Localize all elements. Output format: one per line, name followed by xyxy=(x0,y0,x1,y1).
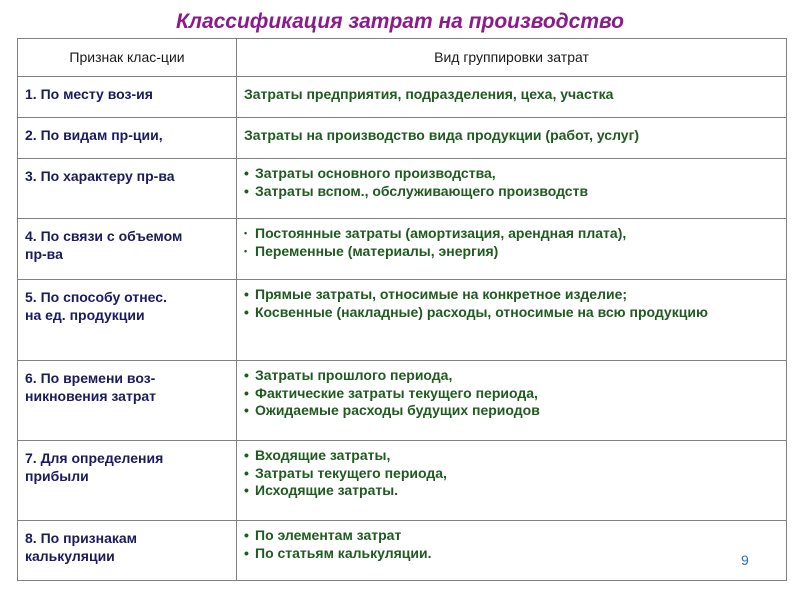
feature-label: 7. Для определения прибыли xyxy=(25,450,164,484)
list-item-text: Прямые затраты, относимые на конкретное изделие; xyxy=(255,286,628,302)
group-text: Затраты на производство вида продукции (работ, услуг) xyxy=(244,127,640,143)
list-item-text: По элементам затрат xyxy=(255,527,402,543)
list-item-text: Исходящие затраты. xyxy=(255,482,399,498)
list-item-text: Постоянные затраты (амортизация, арендная плата), xyxy=(255,225,627,241)
list-item-text: Входящие затраты, xyxy=(255,447,391,463)
slide-title: Классификация затрат на производство xyxy=(175,10,625,33)
list-item-text: Ожидаемые расходы будущих периодов xyxy=(255,402,540,418)
feature-label: 1. По месту воз-ия xyxy=(25,86,153,102)
table-row xyxy=(18,441,787,521)
bullet-icon: • xyxy=(244,482,249,498)
table-row xyxy=(18,521,787,581)
feature-label: 2. По видам пр-ции, xyxy=(25,127,163,143)
list-item xyxy=(244,165,782,183)
list-item-text: Затраты основного производства, xyxy=(255,165,496,181)
group-cell xyxy=(237,77,787,118)
header-group: Вид группировки затрат xyxy=(237,39,787,77)
list-item xyxy=(244,367,782,385)
list-item xyxy=(244,402,782,420)
table-row xyxy=(18,219,787,280)
feature-cell xyxy=(18,159,237,219)
feature-label: 6. По времени воз- никновения затрат xyxy=(25,370,157,404)
feature-cell xyxy=(18,521,237,581)
list-item xyxy=(244,465,782,483)
feature-cell xyxy=(18,280,237,361)
list-item xyxy=(244,545,782,563)
table-row xyxy=(18,159,787,219)
list-item xyxy=(244,304,782,322)
slide-number: 9 xyxy=(741,552,749,568)
group-cell xyxy=(237,441,787,521)
bullet-icon: • xyxy=(244,527,249,543)
classification-table xyxy=(17,38,787,581)
bullet-icon: • xyxy=(244,245,248,256)
list-item xyxy=(244,243,782,261)
bullet-icon: • xyxy=(244,165,249,181)
list-item xyxy=(244,225,782,243)
bullet-icon: • xyxy=(244,286,249,302)
table-header-row xyxy=(18,39,787,77)
list-item xyxy=(244,482,782,500)
feature-cell xyxy=(18,77,237,118)
bullet-icon: • xyxy=(244,464,249,481)
list-item xyxy=(244,286,782,304)
bullet-icon: • xyxy=(244,544,249,561)
table-row xyxy=(18,118,787,159)
bullet-icon: • xyxy=(244,384,249,401)
bullet-icon: • xyxy=(244,367,249,383)
list-item-text: По статьям калькуляции. xyxy=(255,544,432,561)
list-item xyxy=(244,385,782,403)
feature-cell xyxy=(18,219,237,280)
list-item-text: Затраты вспом., обслуживающего производств xyxy=(255,182,589,199)
group-cell xyxy=(237,118,787,159)
group-cell xyxy=(237,159,787,219)
list-item-text: Затраты прошлого периода, xyxy=(255,367,453,383)
list-item-text: Затраты текущего периода, xyxy=(255,464,447,481)
list-item xyxy=(244,183,782,201)
list-item-text: Фактические затраты текущего периода, xyxy=(255,384,538,401)
table-row xyxy=(18,361,787,441)
bullet-icon: • xyxy=(244,447,249,463)
bullet-icon: • xyxy=(244,402,249,418)
group-text: Затраты предприятия, подразделения, цеха, участка xyxy=(244,86,614,102)
feature-cell xyxy=(18,118,237,159)
header-feature: Признак клас-ции xyxy=(18,39,237,77)
feature-cell xyxy=(18,441,237,521)
feature-label: 3. По характеру пр-ва xyxy=(25,168,175,184)
list-item-text: Косвенные (накладные) расходы, относимые на всю продукцию xyxy=(255,303,708,320)
group-cell xyxy=(237,521,787,581)
bullet-icon: • xyxy=(244,303,249,320)
feature-label: 4. По связи с объемом пр-ва xyxy=(25,228,183,262)
table-row xyxy=(18,280,787,361)
list-item-text: Переменные (материалы, энергия) xyxy=(255,242,499,259)
list-item xyxy=(244,527,782,545)
feature-label: 5. По способу отнес. на ед. продукции xyxy=(25,289,167,323)
feature-cell xyxy=(18,361,237,441)
group-cell xyxy=(237,219,787,280)
group-cell xyxy=(237,280,787,361)
table-row xyxy=(18,77,787,118)
bullet-icon: • xyxy=(244,228,248,238)
feature-label: 8. По признакам калькуляции xyxy=(25,530,138,564)
bullet-icon: • xyxy=(244,182,249,199)
list-item xyxy=(244,447,782,465)
group-cell xyxy=(237,361,787,441)
